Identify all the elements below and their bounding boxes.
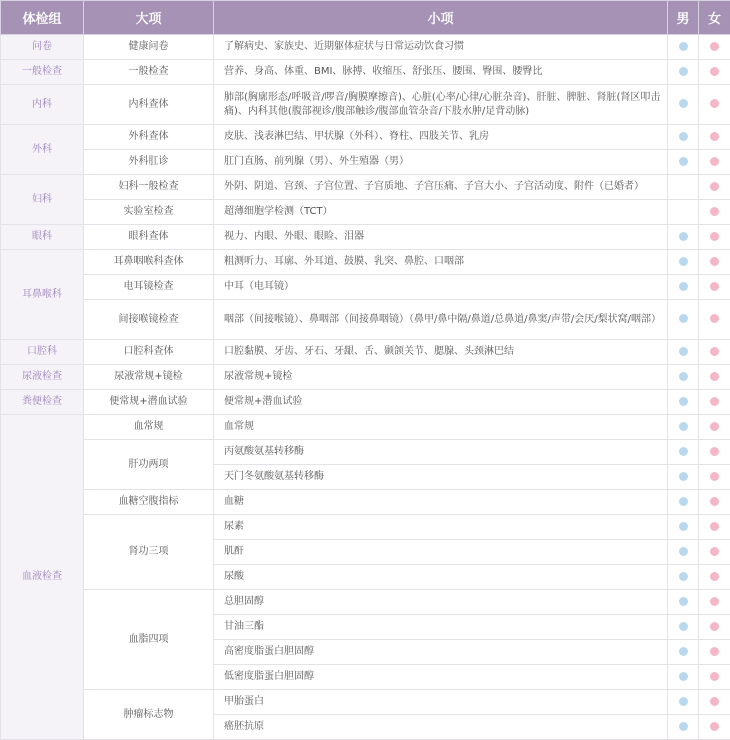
female-dot-icon	[710, 207, 719, 216]
category-cell: 口腔科	[1, 340, 84, 365]
female-cell	[699, 615, 730, 640]
female-cell	[699, 85, 730, 125]
female-dot-icon	[710, 157, 719, 166]
female-cell	[699, 665, 730, 690]
major-cell: 外科肛诊	[84, 150, 214, 175]
female-cell	[699, 275, 730, 300]
male-cell	[668, 390, 699, 415]
male-cell	[668, 515, 699, 540]
female-cell	[699, 540, 730, 565]
male-dot-icon	[679, 622, 688, 631]
female-cell	[699, 365, 730, 390]
table-row	[1, 150, 730, 175]
minor-cell: 中耳（电耳镜）	[214, 275, 668, 300]
category-cell: 耳鼻喉科	[1, 250, 84, 340]
female-cell	[699, 200, 730, 225]
female-dot-icon	[710, 182, 719, 191]
major-cell: 便常规+潜血试验	[84, 390, 214, 415]
male-cell	[668, 365, 699, 390]
female-dot-icon	[710, 132, 719, 141]
male-dot-icon	[679, 472, 688, 481]
major-cell: 肝功两项	[84, 440, 214, 490]
female-cell	[699, 590, 730, 615]
header-row	[1, 1, 730, 35]
female-cell	[699, 125, 730, 150]
female-dot-icon	[710, 422, 719, 431]
male-cell	[668, 640, 699, 665]
minor-cell: 肺部(胸廓形态/呼吸音/啰音/胸膜摩擦音)、心脏(心率/心律/心脏杂音)、肝脏、脾脏、肾脏(肾区叩击痛)、内科其他(腹部视诊/腹部触诊/腹部血管杂音/下肢水肿/足背动脉)	[214, 85, 668, 125]
header-major: 大项	[84, 1, 214, 35]
male-cell	[668, 565, 699, 590]
minor-cell: 癌胚抗原	[214, 715, 668, 740]
major-cell: 血常规	[84, 415, 214, 440]
female-dot-icon	[710, 372, 719, 381]
female-dot-icon	[710, 672, 719, 681]
male-dot-icon	[679, 497, 688, 506]
table-row	[1, 490, 730, 515]
female-cell	[699, 250, 730, 275]
male-cell	[668, 665, 699, 690]
category-cell: 粪便检查	[1, 390, 84, 415]
major-cell: 妇科一般检查	[84, 175, 214, 200]
female-cell	[699, 440, 730, 465]
major-cell: 外科查体	[84, 125, 214, 150]
male-dot-icon	[679, 42, 688, 51]
category-cell: 血液检查	[1, 415, 84, 740]
table-row	[1, 250, 730, 275]
minor-cell: 肌酐	[214, 540, 668, 565]
male-cell	[668, 490, 699, 515]
table-row	[1, 590, 730, 615]
table-row	[1, 690, 730, 715]
male-cell	[668, 440, 699, 465]
major-cell: 电耳镜检查	[84, 275, 214, 300]
female-dot-icon	[710, 99, 719, 108]
minor-cell: 粗测听力、耳廓、外耳道、鼓膜、乳突、鼻腔、口咽部	[214, 250, 668, 275]
male-dot-icon	[679, 672, 688, 681]
female-dot-icon	[710, 522, 719, 531]
male-dot-icon	[679, 597, 688, 606]
female-dot-icon	[710, 257, 719, 266]
category-cell: 妇科	[1, 175, 84, 225]
male-dot-icon	[679, 257, 688, 266]
table-row	[1, 300, 730, 340]
minor-cell: 咽部（间接喉镜）、鼻咽部（间接鼻咽镜）（鼻甲/鼻中隔/鼻道/总鼻道/鼻窦/声带/会厌/梨状窝/咽部）	[214, 300, 668, 340]
female-cell	[699, 690, 730, 715]
major-cell: 眼科查体	[84, 225, 214, 250]
male-dot-icon	[679, 397, 688, 406]
table-row	[1, 60, 730, 85]
header-female: 女	[699, 1, 730, 35]
female-dot-icon	[710, 497, 719, 506]
male-dot-icon	[679, 347, 688, 356]
female-dot-icon	[710, 347, 719, 356]
female-dot-icon	[710, 647, 719, 656]
female-cell	[699, 565, 730, 590]
female-dot-icon	[710, 447, 719, 456]
female-cell	[699, 515, 730, 540]
table-row	[1, 225, 730, 250]
female-dot-icon	[710, 622, 719, 631]
female-dot-icon	[710, 42, 719, 51]
minor-cell: 丙氨酸氨基转移酶	[214, 440, 668, 465]
female-cell	[699, 300, 730, 340]
minor-cell: 肛门直肠、前列腺（男）、外生殖器（男）	[214, 150, 668, 175]
female-dot-icon	[710, 67, 719, 76]
female-dot-icon	[710, 232, 719, 241]
male-cell	[668, 275, 699, 300]
table-row	[1, 35, 730, 60]
major-cell: 血脂四项	[84, 590, 214, 690]
male-cell	[668, 615, 699, 640]
male-dot-icon	[679, 722, 688, 731]
minor-cell: 血糖	[214, 490, 668, 515]
female-dot-icon	[710, 282, 719, 291]
category-cell: 尿液检查	[1, 365, 84, 390]
table-row	[1, 390, 730, 415]
male-cell	[668, 465, 699, 490]
male-dot-icon	[679, 67, 688, 76]
male-dot-icon	[679, 697, 688, 706]
male-dot-icon	[679, 547, 688, 556]
major-cell: 口腔科查体	[84, 340, 214, 365]
minor-cell: 口腔黏膜、牙齿、牙石、牙龈、舌、颞颌关节、腮腺、头颈淋巴结	[214, 340, 668, 365]
male-dot-icon	[679, 232, 688, 241]
minor-cell: 营养、身高、体重、BMI、脉搏、收缩压、舒张压、腰围、臀围、腰臀比	[214, 60, 668, 85]
female-dot-icon	[710, 314, 719, 323]
male-cell	[668, 415, 699, 440]
male-dot-icon	[679, 572, 688, 581]
male-dot-icon	[679, 447, 688, 456]
minor-cell: 高密度脂蛋白胆固醇	[214, 640, 668, 665]
female-cell	[699, 640, 730, 665]
female-cell	[699, 490, 730, 515]
female-dot-icon	[710, 722, 719, 731]
major-cell: 一般检查	[84, 60, 214, 85]
male-cell	[668, 85, 699, 125]
female-cell	[699, 35, 730, 60]
male-cell	[668, 175, 699, 200]
major-cell: 尿液常规+镜检	[84, 365, 214, 390]
minor-cell: 皮肤、浅表淋巴结、甲状腺（外科）、脊柱、四肢关节、乳房	[214, 125, 668, 150]
male-cell	[668, 590, 699, 615]
category-cell: 问卷	[1, 35, 84, 60]
table-row	[1, 440, 730, 465]
male-dot-icon	[679, 282, 688, 291]
category-cell: 外科	[1, 125, 84, 175]
male-cell	[668, 125, 699, 150]
male-dot-icon	[679, 314, 688, 323]
female-cell	[699, 60, 730, 85]
minor-cell: 总胆固醇	[214, 590, 668, 615]
male-cell	[668, 150, 699, 175]
female-dot-icon	[710, 697, 719, 706]
male-cell	[668, 60, 699, 85]
major-cell: 间接喉镜检查	[84, 300, 214, 340]
female-cell	[699, 225, 730, 250]
table-row	[1, 175, 730, 200]
male-cell	[668, 200, 699, 225]
minor-cell: 天门冬氨酸氨基转移酶	[214, 465, 668, 490]
table-row	[1, 200, 730, 225]
male-cell	[668, 35, 699, 60]
female-dot-icon	[710, 597, 719, 606]
major-cell: 血糖空腹指标	[84, 490, 214, 515]
male-cell	[668, 225, 699, 250]
major-cell: 实验室检查	[84, 200, 214, 225]
female-cell	[699, 415, 730, 440]
table-row	[1, 365, 730, 390]
minor-cell: 低密度脂蛋白胆固醇	[214, 665, 668, 690]
male-dot-icon	[679, 647, 688, 656]
major-cell: 内科查体	[84, 85, 214, 125]
minor-cell: 了解病史、家族史、近期躯体症状与日常运动饮食习惯	[214, 35, 668, 60]
male-cell	[668, 540, 699, 565]
female-cell	[699, 465, 730, 490]
male-dot-icon	[679, 132, 688, 141]
male-dot-icon	[679, 372, 688, 381]
female-cell	[699, 175, 730, 200]
major-cell: 健康问卷	[84, 35, 214, 60]
male-cell	[668, 250, 699, 275]
female-cell	[699, 340, 730, 365]
table-row	[1, 515, 730, 540]
male-dot-icon	[679, 99, 688, 108]
major-cell: 肿瘤标志物	[84, 690, 214, 740]
female-cell	[699, 150, 730, 175]
minor-cell: 血常规	[214, 415, 668, 440]
minor-cell: 超薄细胞学检测（TCT）	[214, 200, 668, 225]
male-cell	[668, 340, 699, 365]
female-dot-icon	[710, 572, 719, 581]
female-cell	[699, 390, 730, 415]
minor-cell: 尿素	[214, 515, 668, 540]
category-cell: 内科	[1, 85, 84, 125]
category-cell: 眼科	[1, 225, 84, 250]
female-dot-icon	[710, 472, 719, 481]
header-male: 男	[668, 1, 699, 35]
minor-cell: 尿酸	[214, 565, 668, 590]
female-dot-icon	[710, 547, 719, 556]
male-cell	[668, 300, 699, 340]
category-cell: 一般检查	[1, 60, 84, 85]
minor-cell: 便常规+潜血试验	[214, 390, 668, 415]
minor-cell: 甘油三酯	[214, 615, 668, 640]
table-row	[1, 415, 730, 440]
minor-cell: 视力、内眼、外眼、眼睑、泪器	[214, 225, 668, 250]
minor-cell: 甲胎蛋白	[214, 690, 668, 715]
major-cell: 耳鼻咽喉科查体	[84, 250, 214, 275]
male-dot-icon	[679, 157, 688, 166]
header-minor: 小项	[214, 1, 668, 35]
table-row	[1, 340, 730, 365]
minor-cell: 外阴、阴道、宫颈、子宫位置、子宫质地、子宫压痛、子宫大小、子宫活动度、附件（已婚者）	[214, 175, 668, 200]
male-dot-icon	[679, 422, 688, 431]
table-row	[1, 125, 730, 150]
table-row	[1, 275, 730, 300]
table-row	[1, 85, 730, 125]
male-cell	[668, 690, 699, 715]
male-dot-icon	[679, 522, 688, 531]
header-category: 体检组	[1, 1, 84, 35]
female-dot-icon	[710, 397, 719, 406]
minor-cell: 尿液常规+镜检	[214, 365, 668, 390]
major-cell: 肾功三项	[84, 515, 214, 590]
